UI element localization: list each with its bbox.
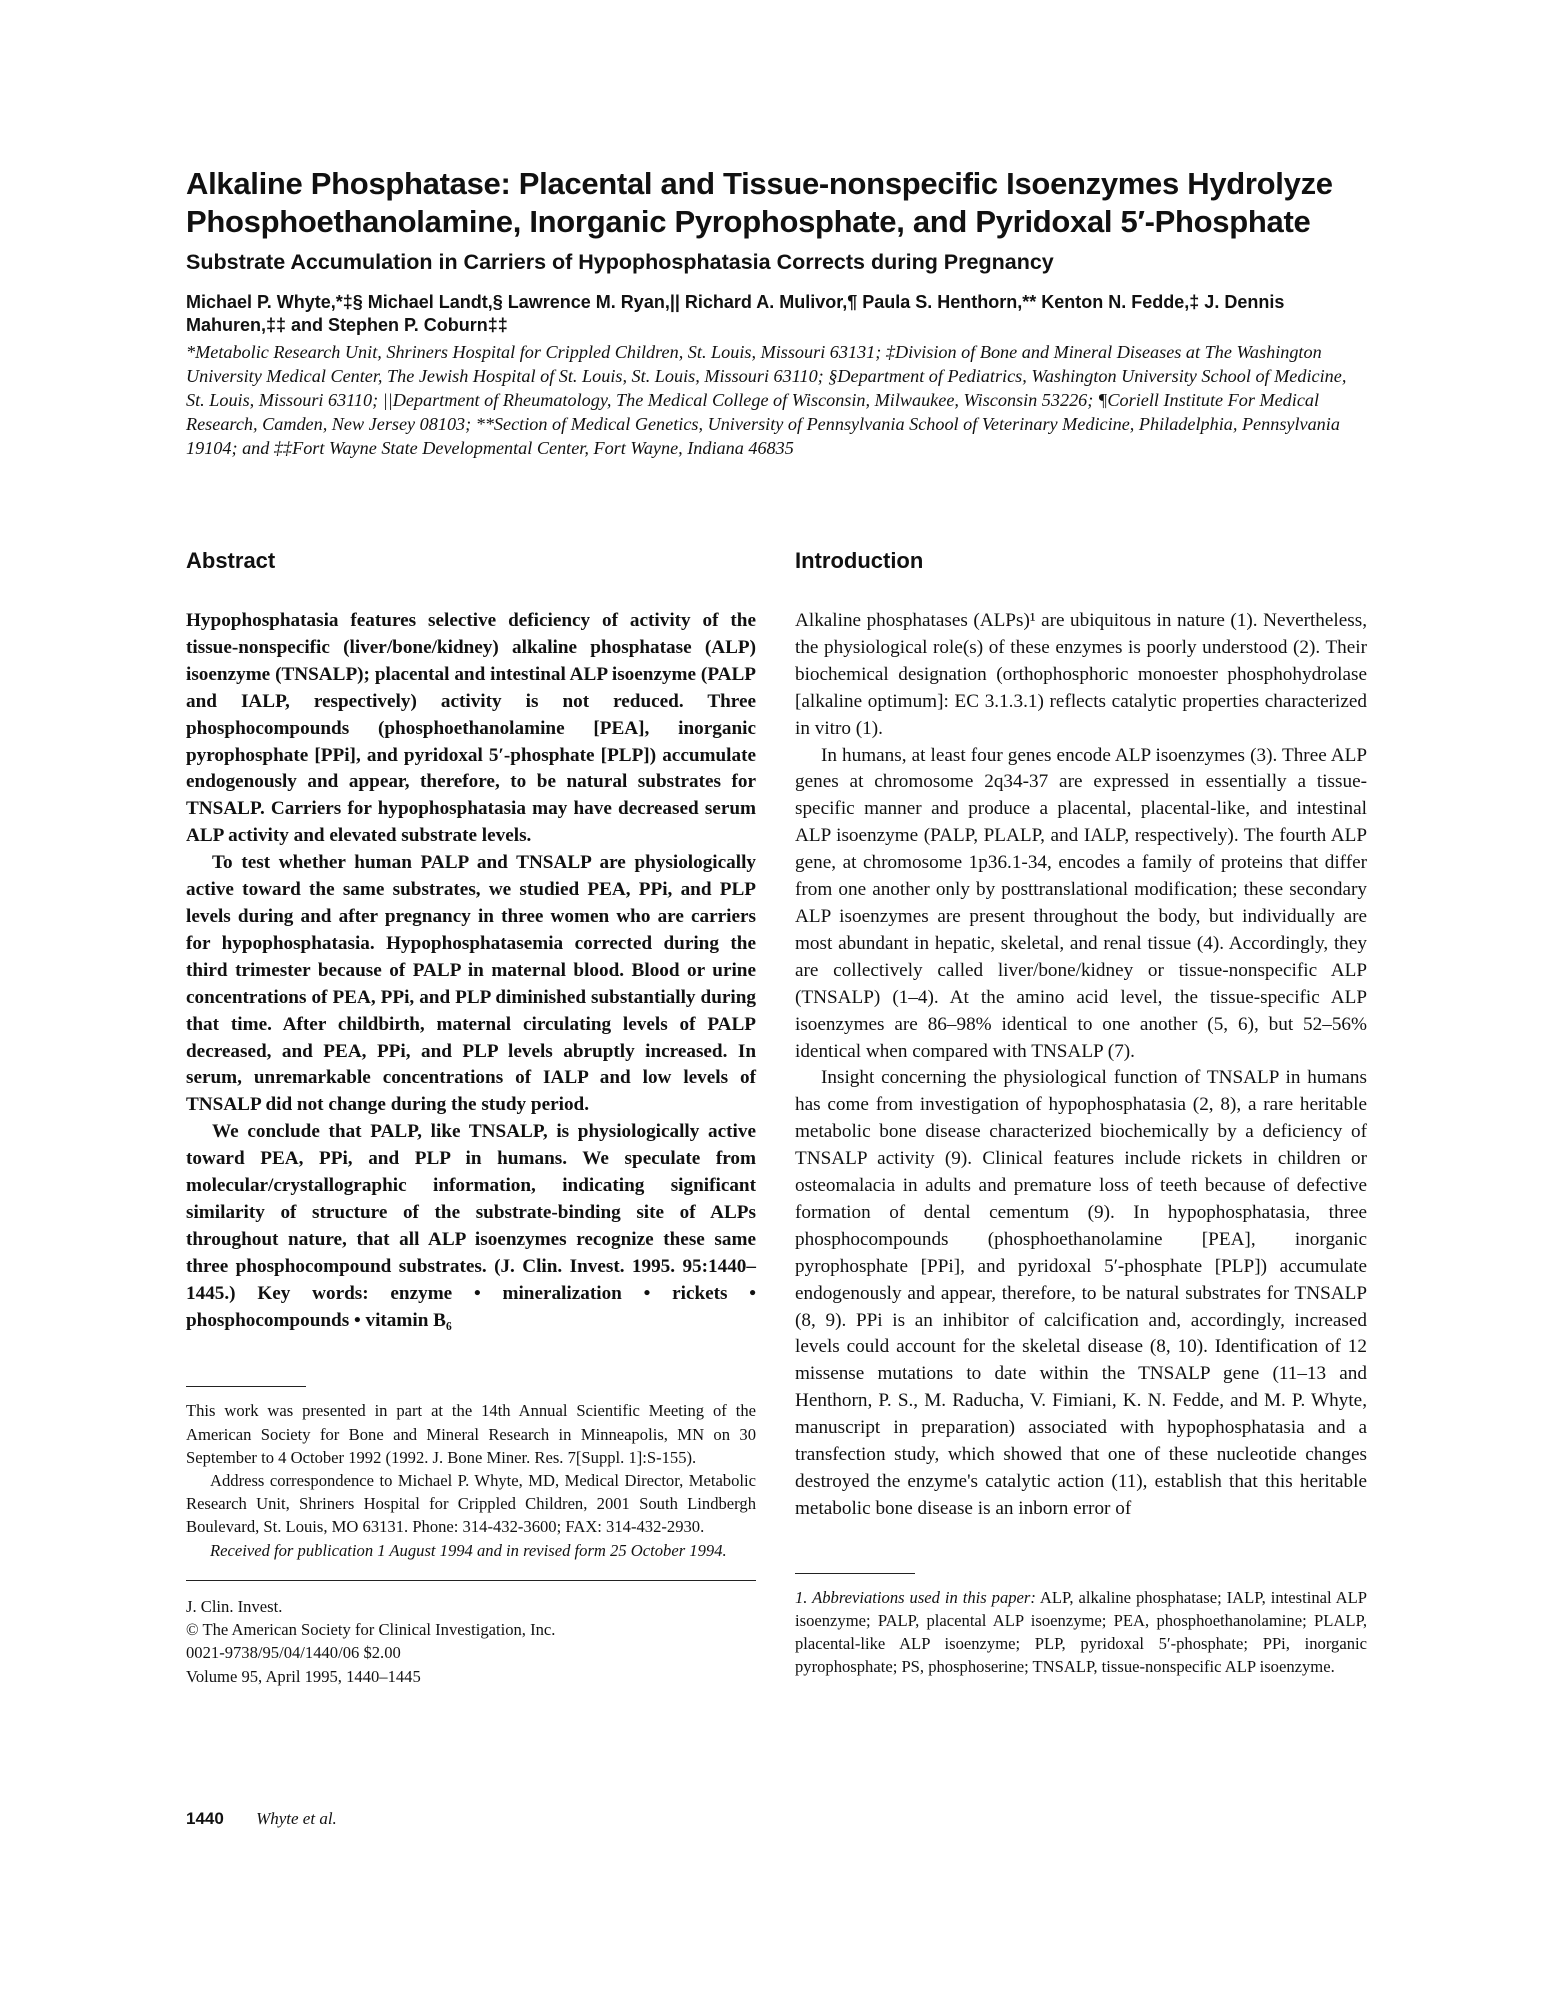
abstract-paragraph: We conclude that PALP, like TNSALP, is physiologically active toward PEA, PPi, and PLP in humans. We speculate from molecular/crystallographic information, indicating significant similarity of structure of the substrate-binding site of ALPs throughout nature, that all ALP isoenzymes recognize these same three phosphocompound substrates. (J. Clin. Invest. 1995. 95:1440–1445.) Key words: enzyme • mineralization • rickets • phosphocompounds • vitamin B₆: [186, 1121, 756, 1331]
abbreviations-label: 1. Abbreviations used in this paper:: [795, 1587, 1036, 1607]
abbreviations-divider: [795, 1573, 915, 1574]
article-subtitle: Substrate Accumulation in Carriers of Hypophosphatasia Corrects during Pregnancy: [186, 250, 1054, 274]
footnote-divider: [186, 1386, 306, 1387]
article-title: Alkaline Phosphatase: Placental and Tissue-nonspecific Isoenzymes Hydrolyze Phosphoethanolamine, Inorganic Pyrophosphate, and Pyridoxal 5′-Phosphate: [186, 166, 1333, 239]
left-column: [186, 548, 756, 1688]
journal-info-divider: [186, 1580, 756, 1581]
correspondence-note: Address correspondence to Michael P. Whyte, MD, Medical Director, Metabolic Research Unit, Shriners Hospital for Crippled Children, 2001 South Lindbergh Boulevard, St. Louis, MO 63131. Phone: 314-432-3600; FAX: 314-432-2930.: [186, 1471, 756, 1537]
article-footnotes: [186, 1399, 756, 1561]
introduction-heading: Introduction: [795, 548, 924, 573]
abstract-paragraph: Hypophosphatasia features selective deficiency of activity of the tissue-nonspecific (liver/bone/kidney) alkaline phosphatase (ALP) isoenzyme (TNSALP); placental and intestinal ALP isoenzyme (PALP and IALP, respectively) activity is not reduced. Three phosphocompounds (phosphoethanolamine [PEA], inorganic pyrophosphate [PPi], and pyridoxal 5′-phosphate [PLP]) accumulate endogenously and appear, therefore, to be natural substrates for TNSALP. Carriers for hypophosphatasia may have decreased serum ALP activity and elevated substrate levels.: [186, 610, 756, 847]
affiliations: *Metabolic Research Unit, Shriners Hospital for Crippled Children, St. Louis, Missouri 63131; ‡Division of Bone and Mineral Diseases at The Washington University Medical Center, The Jewish Hospital of St. Louis, St. Louis, Missouri 63110; §Department of Pediatrics, Washington University School of Medicine, St. Louis, Missouri 63110; ||Department of Rheumatology, The Medical College of Wisconsin, Milwaukee, Wisconsin 53226; ¶Coriell Institute For Medical Research, Camden, New Jersey 08103; **Section of Medical Genetics, University of Pennsylvania School of Veterinary Medicine, Philadelphia, Pennsylvania 19104; and ‡‡Fort Wayne State Developmental Center, Fort Wayne, Indiana 46835: [186, 342, 1347, 458]
running-head: Whyte et al.: [256, 1809, 337, 1828]
abstract-heading: Abstract: [186, 548, 276, 573]
right-column: [795, 548, 1367, 1679]
journal-name: J. Clin. Invest.: [186, 1596, 283, 1616]
introduction-body: [795, 608, 1367, 1523]
journal-info: [186, 1595, 756, 1688]
copyright-line: © The American Society for Clinical Investigation, Inc.: [186, 1620, 556, 1640]
volume-line: Volume 95, April 1995, 1440–1445: [186, 1666, 421, 1686]
abstract-body: [186, 608, 756, 1334]
received-note: Received for publication 1 August 1994 and in revised form 25 October 1994.: [210, 1540, 727, 1560]
issn-line: 0021-9738/95/04/1440/06 $2.00: [186, 1643, 401, 1663]
introduction-paragraph: Insight concerning the physiological function of TNSALP in humans has come from investigation of hypophosphatasia (2, 8), a rare heritable metabolic bone disease characterized biochemically by a deficiency of TNSALP activity (9). Clinical features include rickets in children or osteomalacia in adults and premature loss of teeth because of defective formation of dental cementum (9). In hypophosphatasia, three phosphocompounds (phosphoethanolamine [PEA], inorganic pyrophosphate [PPi], and pyridoxal 5′-phosphate [PLP]) accumulate endogenously and appear, therefore, to be natural substrates for TNSALP (8, 9). PPi is an inhibitor of calcification and, accordingly, increased levels could account for the skeletal disease (8, 10). Identification of 12 missense mutations to date within the TNSALP gene (11–13 and Henthorn, P. S., M. Raducha, V. Fimiani, K. N. Fedde, and M. P. Whyte, manuscript in preparation) associated with hypophosphatasia and a transfection study, which showed that one of these nucleotide changes destroyed the enzyme's catalytic action (11), establish that this heritable metabolic bone disease is an inborn error of: [795, 1067, 1367, 1519]
abstract-paragraph: To test whether human PALP and TNSALP are physiologically active toward the same substrates, we studied PEA, PPi, and PLP levels during and after pregnancy in three women who are carriers for hypophosphatasia. Hypophosphatasemia corrected during the third trimester because of PALP in maternal blood. Blood or urine concentrations of PEA, PPi, and PLP diminished substantially during that time. After childbirth, maternal circulating levels of PALP decreased, and PEA, PPi, and PLP levels abruptly increased. In serum, unremarkable concentrations of IALP and low levels of TNSALP did not change during the study period.: [186, 852, 756, 1116]
introduction-paragraph: Alkaline phosphatases (ALPs)¹ are ubiquitous in nature (1). Nevertheless, the physiological role(s) of these enzymes is poorly understood (2). Their biochemical designation (orthophosphoric monoester phosphohydrolase [alkaline optimum]: EC 3.1.3.1) reflects catalytic properties characterized in vitro (1).: [795, 610, 1367, 739]
abbreviations-text: ALP, alkaline phosphatase; IALP, intestinal ALP isoenzyme; PALP, placental ALP isoenzyme; PEA, phosphoethanolamine; PLALP, placental-like ALP isoenzyme; PLP, pyridoxal 5′-phosphate; PPi, inorganic pyrophosphate; PS, phosphoserine; TNSALP, tissue-nonspecific ALP isoenzyme.: [795, 1587, 1367, 1677]
author-list: Michael P. Whyte,*‡§ Michael Landt,§ Lawrence M. Ryan,|| Richard A. Mulivor,¶ Paula S. Henthorn,** Kenton N. Fedde,‡ J. Dennis Mahuren,‡‡ and Stephen P. Coburn‡‡: [186, 292, 1285, 335]
page-number: 1440: [186, 1809, 224, 1828]
abbreviations-footnote: [795, 1586, 1367, 1679]
page-footer: [186, 1809, 337, 1829]
presentation-note: This work was presented in part at the 14th Annual Scientific Meeting of the American Society for Bone and Mineral Research in Minneapolis, MN on 30 September to 4 October 1992 (1992. J. Bone Miner. Res. 7[Suppl. 1]:S-155).: [186, 1401, 756, 1467]
article-header: [186, 165, 1366, 460]
introduction-paragraph: In humans, at least four genes encode ALP isoenzymes (3). Three ALP genes at chromosome 2q34-37 are expressed in essentially a tissue-specific manner and produce a placental, placental-like, and intestinal ALP isoenzyme (PALP, PLALP, and IALP, respectively). The fourth ALP gene, at chromosome 1p36.1-34, encodes a family of proteins that differ from one another only by posttranslational modification; these secondary ALP isoenzymes are present throughout the body, but individually are most abundant in hepatic, skeletal, and renal tissue (4). Accordingly, they are collectively called liver/bone/kidney or tissue-nonspecific ALP (TNSALP) (1–4). At the amino acid level, the tissue-specific ALP isoenzymes are 86–98% identical to one another (5, 6), but 52–56% identical when compared with TNSALP (7).: [795, 744, 1367, 1062]
